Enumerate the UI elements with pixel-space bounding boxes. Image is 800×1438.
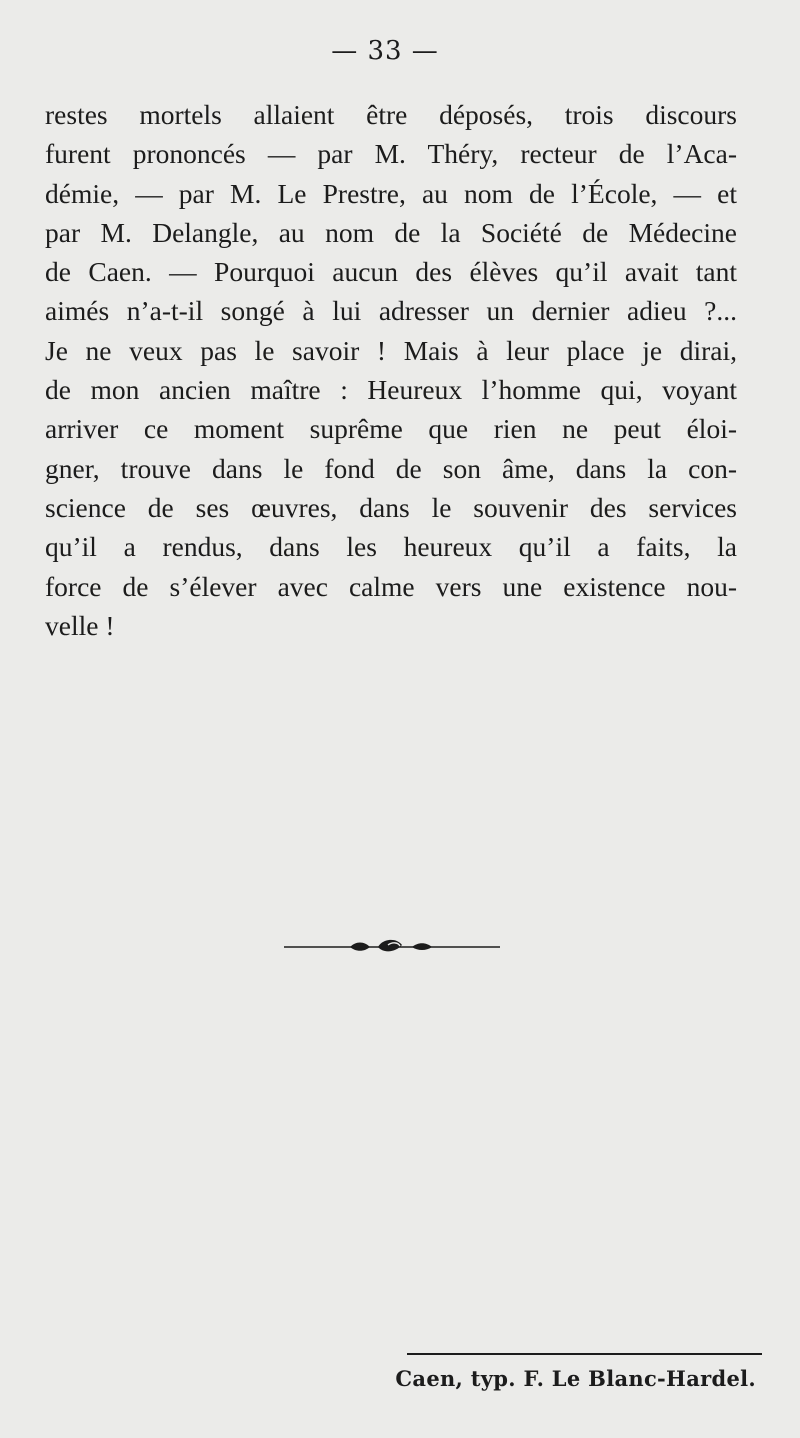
text-line: science de ses œuvres, dans le souvenir des services — [45, 491, 737, 523]
text-line: furent prononcés — par M. Théry, recteur de l’Aca- — [45, 138, 737, 170]
text-line: de mon ancien maître : Heureux l’homme qui, voyant — [45, 374, 737, 406]
text-line: de Caen. — Pourquoi aucun des élèves qu’il avait tant — [45, 256, 737, 288]
body-text — [45, 95, 737, 645]
text-line: aimés n’a-t-il songé à lui adresser un dernier adieu ?... — [45, 295, 737, 327]
printer-imprint: Caen, typ. F. Le Blanc-Hardel. — [395, 1366, 756, 1391]
ornament-divider-icon — [284, 932, 500, 962]
text-line: Je ne veux pas le savoir ! Mais à leur place je dirai, — [45, 334, 737, 366]
imprint-rule — [407, 1353, 762, 1355]
text-line: force de s’élever avec calme vers une existence nou- — [45, 570, 737, 602]
text-line: gner, trouve dans le fond de son âme, dans la con- — [45, 452, 737, 484]
page-number: — 33 — — [331, 36, 439, 66]
text-line: par M. Delangle, au nom de la Société de Médecine — [45, 216, 737, 248]
text-line: arriver ce moment suprême que rien ne peut éloi- — [45, 413, 737, 445]
text-line: restes mortels allaient être déposés, trois discours — [45, 99, 737, 130]
text-line: qu’il a rendus, dans les heureux qu’il a faits, la — [45, 531, 737, 563]
text-line: velle ! — [45, 609, 115, 641]
text-line: démie, — par M. Le Prestre, au nom de l’École, — et — [45, 177, 737, 209]
